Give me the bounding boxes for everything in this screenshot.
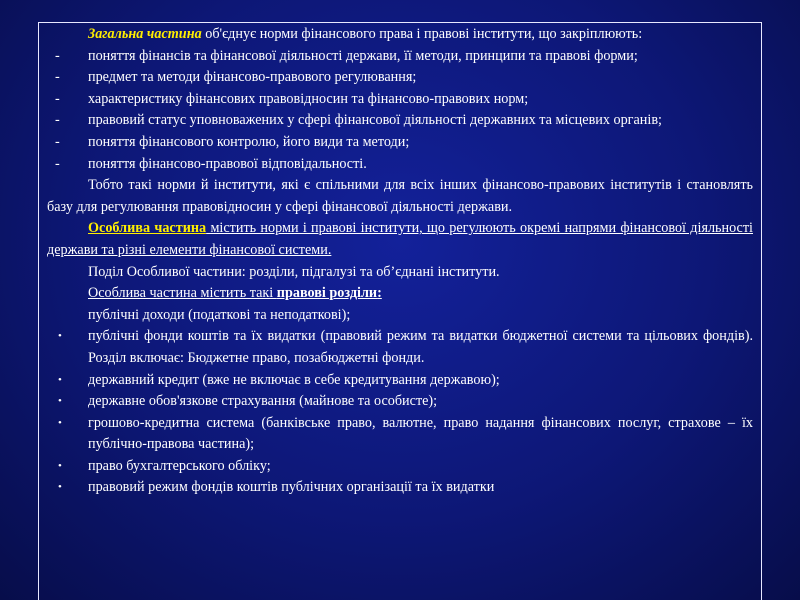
general-part-term: Загальна частина bbox=[88, 26, 202, 42]
dash-marker: - bbox=[55, 155, 60, 172]
public-revenues-line: публічні доходи (податкові та неподаткові); bbox=[88, 306, 351, 323]
bullet-marker: • bbox=[58, 373, 62, 386]
list-item: - поняття фінансово-правової відповідальності. bbox=[47, 154, 753, 176]
bullet-marker: • bbox=[58, 330, 62, 343]
special-text: містить норми і правові інститути, що регулюють окремі напрями фінансової діяльності держави та різні елементи фінансової системи. bbox=[47, 220, 753, 258]
list-item: - характеристику фінансових правовідносин та фінансово-правових норм; bbox=[47, 89, 753, 111]
bullet-marker: • bbox=[58, 395, 62, 408]
list-item: - правовий статус уповноважених у сфері фінансової діяльності державних та місцевих органів; bbox=[47, 110, 753, 132]
general-part-list bbox=[47, 46, 753, 176]
intro-text: об'єднує норми фінансового права і правові інститути, що закріплюють: bbox=[201, 26, 643, 42]
special-part-list bbox=[47, 326, 753, 499]
bullet-marker: • bbox=[58, 416, 62, 429]
dash-marker: - bbox=[55, 112, 60, 129]
intro-paragraph bbox=[47, 24, 753, 46]
list-item: - предмет та методи фінансово-правового регулювання; bbox=[47, 67, 753, 89]
list-item: • грошово-кредитна система (банківське право, валютне, право надання фінансових послуг, страхове – їх публічно-правова частина); bbox=[58, 414, 753, 453]
dash-marker: - bbox=[55, 47, 60, 64]
bullet-marker: • bbox=[58, 481, 62, 494]
list-item: - поняття фінансового контролю, його види та методи; bbox=[47, 132, 753, 154]
dash-marker: - bbox=[55, 69, 60, 86]
dash-marker: - bbox=[55, 90, 60, 107]
list-item: • правовий режим фондів коштів публічних організації та їх видатки bbox=[47, 477, 753, 499]
special-part-term: Особлива частина bbox=[88, 220, 207, 237]
slide-content bbox=[47, 24, 753, 499]
list-item: • публічні фонди коштів та їх видатки (правовий режим та видатки бюджетної системи та цільових фондів). Розділ включає: Бюджетне право, позабюджетні фонди. bbox=[58, 328, 753, 366]
dash-marker: - bbox=[55, 133, 60, 150]
list-item: - поняття фінансів та фінансової діяльності держави, її методи, принципи та правові форми; bbox=[47, 46, 753, 68]
legal-sections-term: правові розділи bbox=[276, 285, 378, 302]
list-item: • державний кредит (вже не включає в себе кредитування державою); bbox=[47, 370, 753, 392]
list-item: • право бухгалтерського обліку; bbox=[47, 456, 753, 478]
bullet-marker: • bbox=[58, 459, 62, 472]
list-item: • державне обов'язкове страхування (майнове та особисте); bbox=[47, 391, 753, 413]
summary-paragraph: Тобто такі норми й інститути, які є спільними для всіх інших фінансово-правових інститутів і становлять базу для регулювання правовідносин у сфері фінансової діяльності держави. bbox=[47, 177, 753, 215]
division-paragraph: Поділ Особливої частини: розділи, підгалузі та об’єднані інститути. bbox=[88, 263, 500, 280]
sections-intro: Особлива частина містить такі правові розділи: bbox=[88, 285, 382, 302]
special-paragraph bbox=[47, 218, 753, 261]
